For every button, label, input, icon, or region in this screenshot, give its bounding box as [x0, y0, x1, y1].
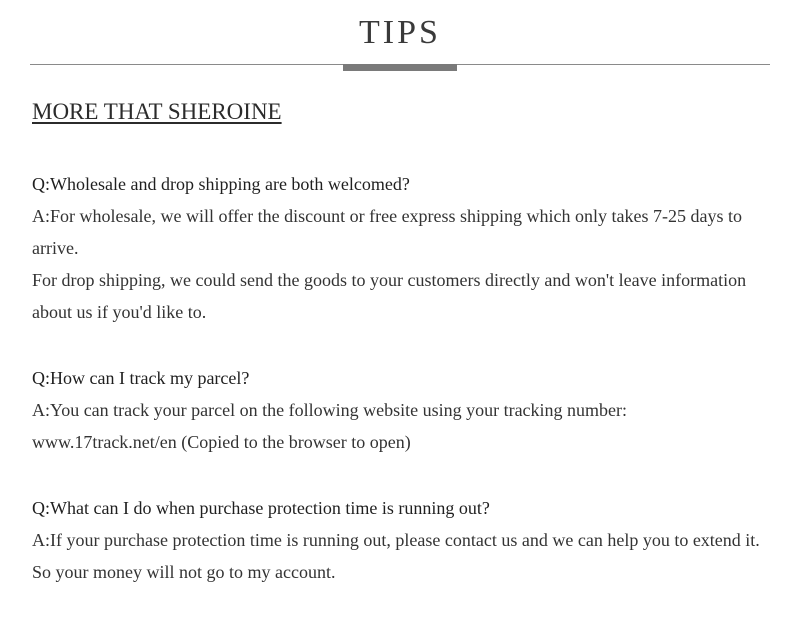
faq-answer: A:You can track your parcel on the following website using your tracking number: www.17track.net/en (Copied to the browser to open) [32, 400, 628, 452]
faq-question: Q:What can I do when purchase protection time is running out? [32, 498, 490, 518]
page-title: TIPS [359, 14, 441, 51]
header-accent-bar [343, 64, 457, 71]
faq-item-wholesale [32, 168, 772, 328]
faq-item-tracking [32, 362, 772, 458]
faq-answer: For drop shipping, we could send the goods to your customers directly and won't leave information about us if you'd like to. [32, 270, 747, 322]
faq-answer: A:If your purchase protection time is running out, please contact us and we can help you to extend it. So your money will not go to my account. [32, 530, 760, 582]
tips-header [0, 0, 800, 80]
faq-question: Q:How can I track my parcel? [32, 368, 250, 388]
section-heading: MORE THAT SHEROINE [32, 99, 282, 124]
faq-answer: A:For wholesale, we will offer the discount or free express shipping which only takes 7-25 days to arrive. [32, 206, 743, 258]
faq-content [32, 96, 772, 622]
faq-question: Q:Wholesale and drop shipping are both welcomed? [32, 174, 410, 194]
faq-item-protection [32, 492, 772, 588]
